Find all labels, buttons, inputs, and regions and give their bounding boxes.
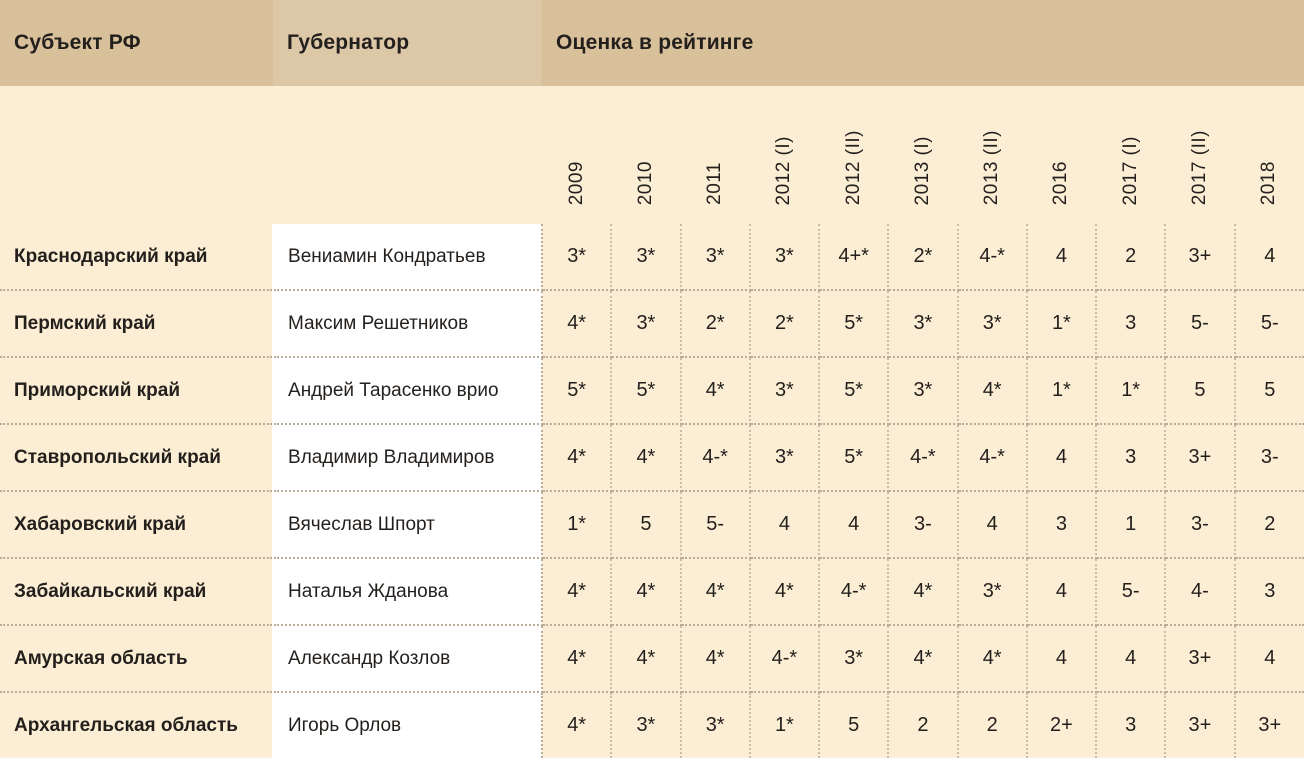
row-subject: Хабаровский край bbox=[0, 491, 273, 558]
year-label: 2012 (I) bbox=[773, 135, 795, 205]
row-subject: Пермский край bbox=[0, 290, 273, 357]
row-score: 5* bbox=[819, 357, 888, 424]
row-score: 4* bbox=[888, 625, 957, 692]
row-subject: Приморский край bbox=[0, 357, 273, 424]
header-year-2011 bbox=[681, 86, 750, 224]
row-score: 5* bbox=[819, 290, 888, 357]
row-score: 4* bbox=[681, 558, 750, 625]
header-year-2012-i bbox=[750, 86, 819, 224]
row-score: 4 bbox=[1027, 224, 1096, 290]
table-header bbox=[0, 0, 1304, 224]
row-score: 4* bbox=[958, 625, 1027, 692]
row-score: 5- bbox=[1235, 290, 1304, 357]
row-score: 4-* bbox=[750, 625, 819, 692]
row-subject: Краснодарский край bbox=[0, 224, 273, 290]
row-score: 4* bbox=[888, 558, 957, 625]
row-score: 4* bbox=[542, 692, 611, 758]
table-row bbox=[0, 224, 1304, 290]
row-score: 5 bbox=[819, 692, 888, 758]
row-governor: Вениамин Кондратьев bbox=[273, 224, 542, 290]
table-row bbox=[0, 491, 1304, 558]
row-score: 1* bbox=[750, 692, 819, 758]
row-score: 3 bbox=[1096, 424, 1165, 491]
row-score: 4 bbox=[1235, 224, 1304, 290]
row-score: 2 bbox=[1096, 224, 1165, 290]
header-year-2013-ii bbox=[958, 86, 1027, 224]
row-score: 4* bbox=[681, 625, 750, 692]
header-year-2017-i bbox=[1096, 86, 1165, 224]
year-label: 2013 (I) bbox=[911, 135, 933, 205]
row-score: 4* bbox=[681, 357, 750, 424]
row-score: 4 bbox=[1027, 625, 1096, 692]
year-label: 2016 bbox=[1050, 160, 1072, 205]
row-score: 3+ bbox=[1165, 224, 1234, 290]
row-score: 5* bbox=[542, 357, 611, 424]
header-score: Оценка в рейтинге bbox=[542, 0, 1304, 86]
row-score: 4* bbox=[958, 357, 1027, 424]
table-row bbox=[0, 290, 1304, 357]
row-score: 3- bbox=[1165, 491, 1234, 558]
year-label: 2018 bbox=[1258, 160, 1280, 205]
header-year-2018 bbox=[1235, 86, 1304, 224]
row-score: 5- bbox=[1096, 558, 1165, 625]
header-spacer-governor bbox=[273, 86, 542, 224]
row-governor: Вячеслав Шпорт bbox=[273, 491, 542, 558]
header-year-2012-ii bbox=[819, 86, 888, 224]
header-year-2009 bbox=[542, 86, 611, 224]
row-score: 1* bbox=[1027, 357, 1096, 424]
header-row-titles bbox=[0, 0, 1304, 86]
row-subject: Забайкальский край bbox=[0, 558, 273, 625]
row-score: 4+* bbox=[819, 224, 888, 290]
row-score: 2 bbox=[1235, 491, 1304, 558]
table-row bbox=[0, 625, 1304, 692]
row-score: 3+ bbox=[1235, 692, 1304, 758]
year-label: 2010 bbox=[634, 160, 656, 205]
row-score: 4-* bbox=[958, 424, 1027, 491]
row-score: 3* bbox=[611, 224, 680, 290]
row-score: 3* bbox=[958, 290, 1027, 357]
row-subject: Амурская область bbox=[0, 625, 273, 692]
row-score: 4-* bbox=[958, 224, 1027, 290]
row-score: 4 bbox=[1096, 625, 1165, 692]
row-score: 4 bbox=[1235, 625, 1304, 692]
row-score: 5 bbox=[1235, 357, 1304, 424]
row-score: 5 bbox=[611, 491, 680, 558]
row-score: 2* bbox=[681, 290, 750, 357]
year-label: 2013 (II) bbox=[981, 129, 1003, 205]
row-score: 1 bbox=[1096, 491, 1165, 558]
table-row bbox=[0, 692, 1304, 758]
row-score: 4* bbox=[542, 290, 611, 357]
row-score: 3* bbox=[611, 290, 680, 357]
row-subject: Ставропольский край bbox=[0, 424, 273, 491]
row-score: 3 bbox=[1235, 558, 1304, 625]
row-governor: Игорь Орлов bbox=[273, 692, 542, 758]
row-score: 3* bbox=[611, 692, 680, 758]
row-score: 3 bbox=[1096, 290, 1165, 357]
row-score: 3- bbox=[1235, 424, 1304, 491]
row-score: 4 bbox=[750, 491, 819, 558]
row-score: 4- bbox=[1165, 558, 1234, 625]
row-score: 4* bbox=[542, 625, 611, 692]
row-score: 4-* bbox=[888, 424, 957, 491]
year-label: 2009 bbox=[565, 160, 587, 205]
row-score: 3* bbox=[681, 692, 750, 758]
row-score: 2+ bbox=[1027, 692, 1096, 758]
row-score: 4* bbox=[542, 424, 611, 491]
row-score: 4 bbox=[819, 491, 888, 558]
row-score: 3* bbox=[888, 357, 957, 424]
row-score: 4 bbox=[958, 491, 1027, 558]
table-row bbox=[0, 424, 1304, 491]
row-score: 1* bbox=[1096, 357, 1165, 424]
row-score: 5 bbox=[1165, 357, 1234, 424]
row-governor: Александр Козлов bbox=[273, 625, 542, 692]
row-score: 4* bbox=[611, 558, 680, 625]
row-score: 2* bbox=[888, 224, 957, 290]
row-score: 2 bbox=[958, 692, 1027, 758]
row-score: 4-* bbox=[681, 424, 750, 491]
row-score: 5- bbox=[681, 491, 750, 558]
row-score: 3* bbox=[542, 224, 611, 290]
row-score: 1* bbox=[542, 491, 611, 558]
row-score: 3 bbox=[1096, 692, 1165, 758]
row-score: 5* bbox=[819, 424, 888, 491]
table-row bbox=[0, 357, 1304, 424]
row-score: 3* bbox=[750, 357, 819, 424]
row-score: 3- bbox=[888, 491, 957, 558]
row-score: 5* bbox=[611, 357, 680, 424]
row-score: 3* bbox=[819, 625, 888, 692]
row-score: 2 bbox=[888, 692, 957, 758]
row-score: 3* bbox=[681, 224, 750, 290]
row-score: 4-* bbox=[819, 558, 888, 625]
row-score: 4* bbox=[750, 558, 819, 625]
row-score: 3* bbox=[750, 424, 819, 491]
row-score: 4* bbox=[611, 625, 680, 692]
row-governor: Владимир Владимиров bbox=[273, 424, 542, 491]
row-score: 3* bbox=[958, 558, 1027, 625]
row-score: 5- bbox=[1165, 290, 1234, 357]
row-score: 3+ bbox=[1165, 424, 1234, 491]
year-label: 2012 (II) bbox=[842, 129, 864, 205]
row-governor: Андрей Тарасенко врио bbox=[273, 357, 542, 424]
year-label: 2017 (II) bbox=[1188, 129, 1210, 205]
row-score: 4* bbox=[611, 424, 680, 491]
header-subject: Субъект РФ bbox=[0, 0, 273, 86]
header-year-2010 bbox=[611, 86, 680, 224]
row-score: 3+ bbox=[1165, 692, 1234, 758]
year-label: 2011 bbox=[704, 162, 726, 205]
row-score: 3* bbox=[750, 224, 819, 290]
year-label: 2017 (I) bbox=[1119, 135, 1141, 205]
row-score: 4 bbox=[1027, 424, 1096, 491]
row-score: 3+ bbox=[1165, 625, 1234, 692]
row-governor: Максим Решетников bbox=[273, 290, 542, 357]
header-row-years bbox=[0, 86, 1304, 224]
row-score: 4* bbox=[542, 558, 611, 625]
table-body bbox=[0, 224, 1304, 758]
header-year-2016 bbox=[1027, 86, 1096, 224]
header-year-2013-i bbox=[888, 86, 957, 224]
row-score: 3* bbox=[888, 290, 957, 357]
table-row bbox=[0, 558, 1304, 625]
header-governor: Губернатор bbox=[273, 0, 542, 86]
row-score: 2* bbox=[750, 290, 819, 357]
header-spacer-subject bbox=[0, 86, 273, 224]
row-score: 1* bbox=[1027, 290, 1096, 357]
row-score: 4 bbox=[1027, 558, 1096, 625]
row-score: 3 bbox=[1027, 491, 1096, 558]
row-governor: Наталья Жданова bbox=[273, 558, 542, 625]
row-subject: Архангельская область bbox=[0, 692, 273, 758]
header-year-2017-ii bbox=[1165, 86, 1234, 224]
